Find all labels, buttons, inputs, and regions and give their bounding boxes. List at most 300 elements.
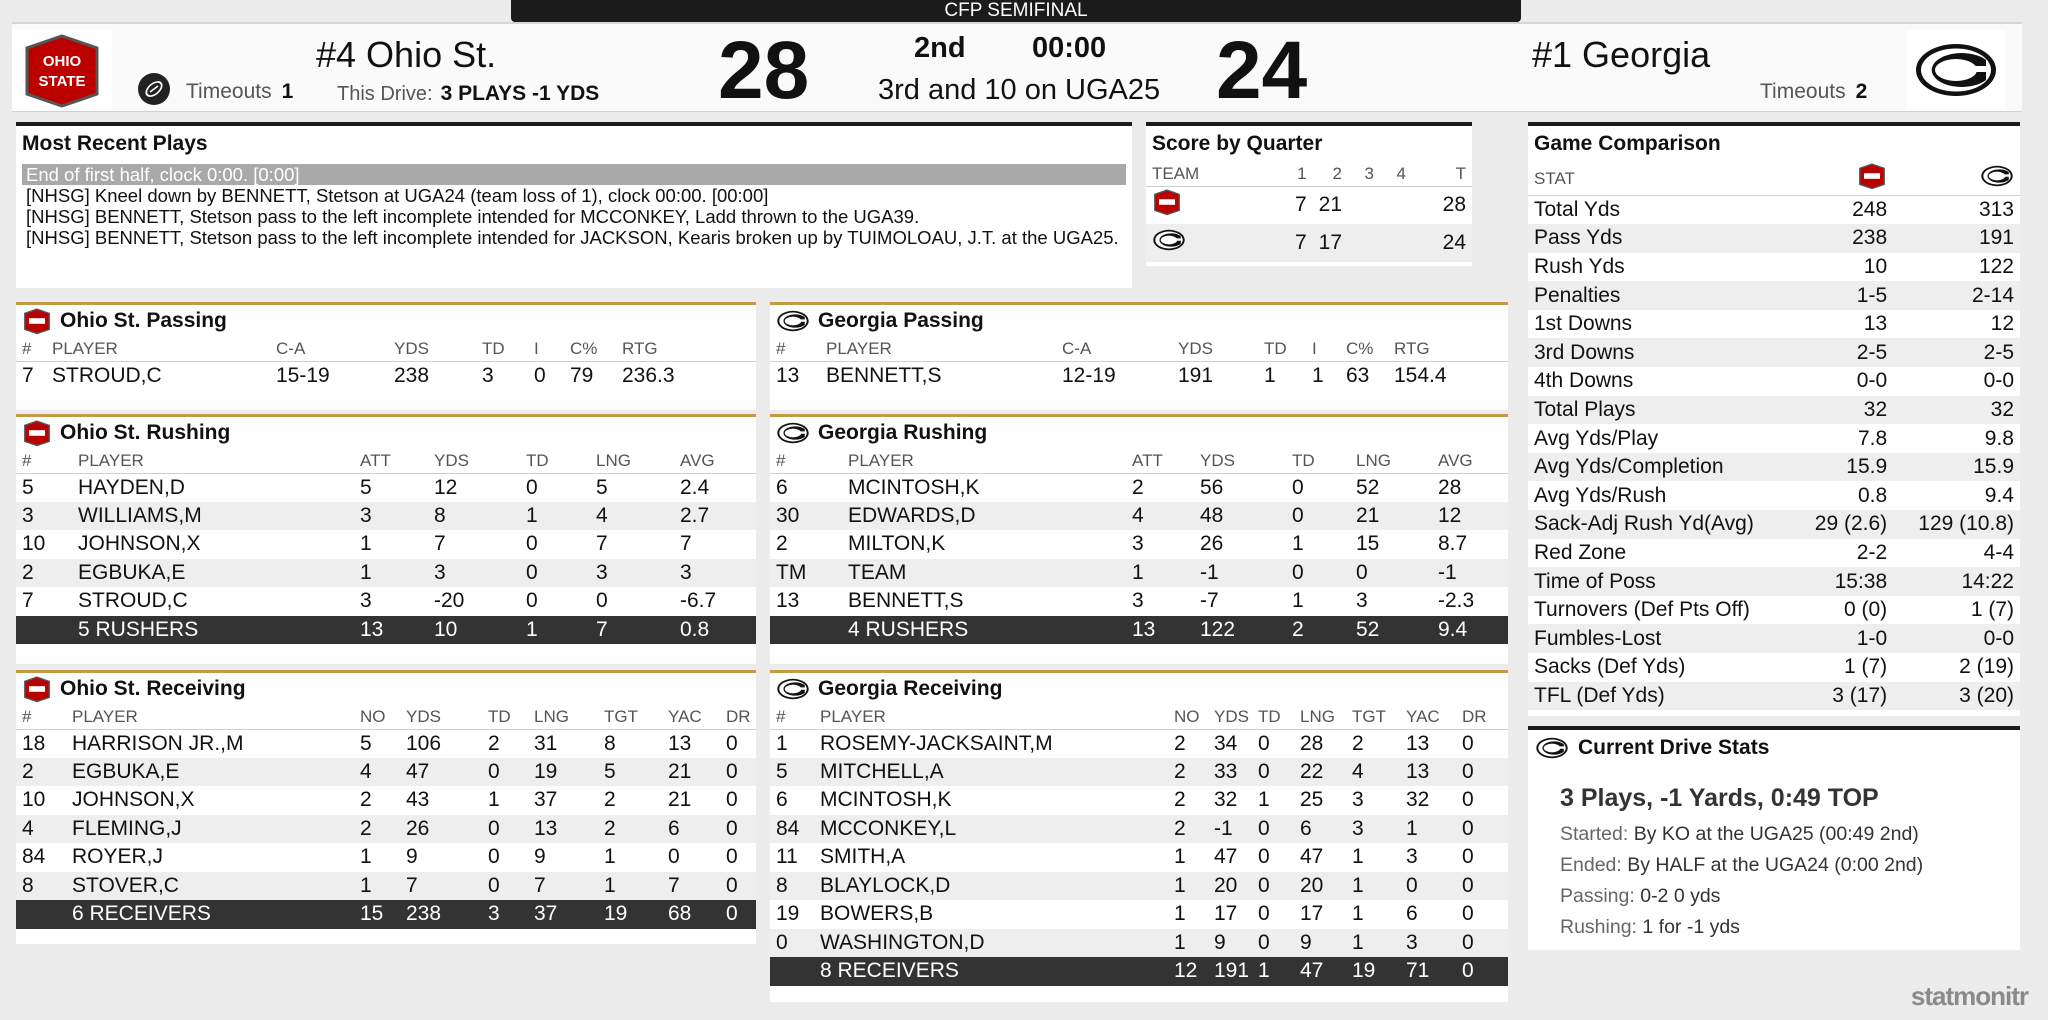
table-header-row	[770, 337, 1508, 361]
total-row	[16, 900, 756, 929]
stat-label: Total Yds	[1534, 198, 1620, 222]
total-cell: 1	[1252, 957, 1294, 986]
stat-value: 4-4	[1983, 540, 2014, 564]
score-header-cell: 1	[1281, 162, 1313, 186]
uga-receiving-panel	[770, 670, 1508, 1002]
table-cell: HARRISON JR.,M	[72, 731, 244, 755]
table-cell: 47	[1214, 845, 1238, 869]
total-cell: 122	[1194, 616, 1286, 645]
table-cell: 2	[604, 788, 616, 812]
table-cell: 2.4	[680, 475, 710, 499]
table-cell: 0	[1456, 929, 1508, 958]
column-header: YDS	[1172, 337, 1258, 361]
table-cell: 0	[1350, 559, 1432, 588]
osu-passing-panel	[16, 302, 756, 410]
column-header: NO	[354, 705, 400, 729]
table-row[interactable]	[770, 502, 1508, 531]
table-cell: ROSEMY-JACKSAINT,M	[820, 731, 1053, 755]
column-header: TD	[520, 449, 590, 473]
table-cell: STROUD,C	[78, 589, 188, 613]
table-cell: 1	[1292, 532, 1304, 556]
stat-value: 3 (20)	[1893, 682, 2020, 711]
game-clock: 00:00	[1032, 32, 1107, 64]
column-header: C-A	[270, 337, 388, 361]
total-cell: 191	[1208, 957, 1252, 986]
table-cell: 7	[662, 872, 720, 901]
column-header: LNG	[528, 705, 598, 729]
table-cell: 30	[770, 502, 842, 531]
table-cell: 1	[604, 845, 616, 869]
table-cell: 2	[776, 532, 788, 556]
table-cell: 0	[1252, 815, 1294, 844]
table-cell: 7	[22, 363, 34, 387]
ohio-state-mini-logo	[1146, 186, 1281, 224]
stat-value: 32	[1893, 396, 2020, 425]
osu-receiving-panel	[16, 670, 756, 944]
table-row[interactable]	[16, 502, 756, 531]
table-cell: 0	[1286, 559, 1350, 588]
team-logo-icon	[776, 422, 810, 444]
stat-value: 32	[1794, 396, 1893, 425]
stat-label: Sacks (Def Yds)	[1534, 655, 1686, 679]
table-cell: 2	[598, 815, 662, 844]
table-row[interactable]	[16, 758, 756, 787]
table-cell: 154.4	[1394, 363, 1447, 387]
total-cell: 0	[720, 900, 756, 929]
table-cell: 12-19	[1062, 363, 1116, 387]
table-row[interactable]	[770, 587, 1508, 616]
table-row[interactable]	[770, 758, 1508, 787]
stat-value: 238	[1794, 224, 1893, 253]
comparison-row	[1528, 624, 2020, 653]
table-cell: -2.3	[1438, 589, 1475, 613]
column-header: LNG	[1350, 449, 1432, 473]
ohio-state-column-logo	[1794, 162, 1893, 196]
stat-value: 15.9	[1794, 453, 1893, 482]
table-cell: 84	[770, 815, 814, 844]
total-row	[770, 616, 1508, 645]
table-cell: 79	[570, 363, 594, 387]
column-header: YDS	[388, 337, 476, 361]
table-cell: 13	[1406, 731, 1430, 755]
drive-started: Started: By KO at the UGA25 (00:49 2nd)	[1560, 823, 1919, 845]
total-cell: 15	[354, 900, 400, 929]
stat-header: STAT	[1528, 162, 1794, 196]
game-comparison-title: Game Comparison	[1534, 132, 1721, 155]
play-item[interactable]: End of first half, clock 0:00. [0:00]	[22, 164, 1126, 185]
stat-value: 191	[1893, 224, 2020, 253]
stat-value: 129 (10.8)	[1893, 510, 2020, 539]
table-row[interactable]	[770, 815, 1508, 844]
table-cell: 13	[528, 815, 598, 844]
event-title: CFP SEMIFINAL	[511, 0, 1521, 22]
ohio-state-logo-icon	[1152, 188, 1182, 216]
table-cell: 0	[1456, 815, 1508, 844]
comparison-row	[1528, 367, 2020, 396]
team-logo-icon	[22, 675, 52, 703]
table-cell: 8	[16, 872, 66, 901]
score-header-cell: 3	[1348, 162, 1380, 186]
column-header: YDS	[400, 705, 482, 729]
table-cell: 17	[1214, 902, 1238, 926]
table-cell: 0	[770, 929, 814, 958]
home-score: 28	[718, 25, 810, 116]
total-cell: 10	[428, 616, 520, 645]
table-cell: 0	[520, 559, 590, 588]
table-cell: 4	[1346, 758, 1400, 787]
table-row[interactable]	[16, 786, 756, 815]
table-cell: 11	[776, 845, 798, 869]
total-cell: 5 RUSHERS	[72, 616, 354, 645]
stat-label: Avg Yds/Completion	[1528, 453, 1794, 482]
table-cell: 2	[360, 788, 372, 812]
table-cell: 1	[1258, 788, 1270, 812]
table-cell: 7	[22, 589, 34, 613]
table-row[interactable]	[770, 361, 1508, 390]
table-cell: 9	[534, 845, 546, 869]
osu-rushing-panel	[16, 414, 756, 664]
stat-value: 2-5	[1893, 338, 2020, 367]
column-header: I	[528, 337, 564, 361]
column-header: YAC	[1400, 705, 1456, 729]
table-row[interactable]	[16, 587, 756, 616]
table-cell: 6	[776, 788, 788, 812]
uga_receiving-title: Georgia Receiving	[770, 673, 1508, 705]
table-cell: 0	[1462, 731, 1474, 755]
table-row[interactable]	[770, 530, 1508, 559]
table-cell: 106	[406, 731, 442, 755]
table-cell: 19	[776, 902, 800, 926]
possession-football-icon	[136, 72, 172, 111]
comparison-row	[1528, 196, 2020, 225]
comparison-row	[1528, 510, 2020, 539]
quarter-score: 17	[1313, 224, 1348, 262]
georgia-mini-logo	[1146, 224, 1281, 262]
table-cell: 1	[1352, 845, 1364, 869]
table-cell: 6	[1294, 815, 1346, 844]
total-cell: 3	[482, 900, 528, 929]
table-cell: FLEMING,J	[66, 815, 354, 844]
table-cell: -1	[1432, 559, 1508, 588]
table-cell: HAYDEN,D	[78, 475, 185, 499]
column-header: TGT	[1346, 705, 1400, 729]
total-cell: 8 RECEIVERS	[814, 957, 1168, 986]
table-cell: 1	[1346, 872, 1400, 901]
column-header: YDS	[1208, 705, 1252, 729]
table-cell: 2	[1168, 815, 1208, 844]
recent-plays-panel	[16, 122, 1132, 288]
table-cell: 3	[1346, 815, 1400, 844]
table-cell: 1	[1352, 902, 1364, 926]
table-cell: 56	[1200, 475, 1224, 499]
table-cell: 19	[528, 758, 598, 787]
home-team-name: #4 Ohio St.	[316, 34, 497, 75]
table-cell: 7	[680, 532, 692, 556]
table-cell: 5	[770, 758, 814, 787]
table-cell: -6.7	[680, 589, 717, 613]
table-cell: 6	[1406, 902, 1418, 926]
table-cell: 5	[596, 475, 608, 499]
table-cell: 3	[16, 502, 72, 531]
stat-value: 2-2	[1856, 540, 1888, 564]
table-cell: 1	[520, 502, 590, 531]
total-cell	[16, 900, 66, 929]
play-item[interactable]: [NHSG] Kneel down by BENNETT, Stetson at UGA24 (team loss of 1), clock 00:00. [00:00]	[26, 185, 769, 206]
table-cell: 0	[482, 758, 528, 787]
table-row[interactable]	[770, 786, 1508, 815]
total-cell: 7	[590, 616, 674, 645]
stat-label: Pass Yds	[1528, 224, 1794, 253]
stat-value: 248	[1852, 198, 1888, 222]
drive-summary: 3 Plays, -1 Yards, 0:49 TOP	[1560, 784, 1879, 812]
total-cell: 68	[662, 900, 720, 929]
table-row[interactable]	[770, 473, 1508, 502]
stat-value: 0 (0)	[1843, 598, 1888, 622]
table-row[interactable]	[16, 361, 756, 390]
table-row[interactable]	[16, 843, 756, 872]
table-cell: 17	[1300, 902, 1324, 926]
total-cell: 2	[1286, 616, 1350, 645]
table-cell: TEAM	[842, 559, 1126, 588]
column-header: PLAYER	[814, 705, 1168, 729]
score-header-row	[1146, 162, 1472, 186]
table-cell: 0	[726, 731, 738, 755]
table-cell: 1	[354, 872, 400, 901]
total-cell	[770, 616, 842, 645]
table-cell: 5	[360, 475, 372, 499]
table-cell: 4	[1126, 502, 1194, 531]
table-cell: 1	[1346, 929, 1400, 958]
table-cell: 84	[22, 845, 46, 869]
table-cell: 47	[1300, 845, 1324, 869]
quarter-score: 21	[1318, 193, 1342, 217]
table-cell: 2	[16, 559, 72, 588]
table-cell: 6	[776, 475, 788, 499]
table-header-row	[16, 705, 756, 729]
total-cell: 13	[1126, 616, 1194, 645]
stat-label: Sack-Adj Rush Yd(Avg)	[1528, 510, 1794, 539]
column-header: C-A	[1056, 337, 1172, 361]
comparison-row	[1528, 596, 2020, 625]
table-cell: 7	[400, 872, 482, 901]
team-logo-icon	[776, 678, 810, 700]
table-cell: 0	[534, 363, 546, 387]
table-cell: 8.7	[1438, 532, 1468, 556]
current-drive-title: Current Drive Stats	[1528, 730, 2020, 766]
total-cell: 19	[1346, 957, 1400, 986]
table-cell: BENNETT,S	[848, 589, 964, 613]
table-cell: 1	[354, 559, 428, 588]
table-cell: 9	[1294, 929, 1346, 958]
stat-label: 4th Downs	[1534, 369, 1634, 393]
table-cell: 43	[406, 788, 430, 812]
table-row[interactable]	[16, 559, 756, 588]
game-comparison-panel	[1528, 122, 2020, 716]
table-cell: 32	[1406, 788, 1430, 812]
table-cell: SMITH,A	[820, 845, 906, 869]
play-item[interactable]: [NHSG] BENNETT, Stetson pass to the left incomplete intended for JACKSON, Kearis broken up by TUIMOLOAU, J.T. at the UGA25.	[26, 227, 1119, 248]
table-cell: 0	[720, 872, 756, 901]
table-cell: 13	[776, 363, 800, 387]
column-header: #	[16, 705, 66, 729]
table-cell: WILLIAMS,M	[72, 502, 354, 531]
stat-value: 0-0	[1856, 369, 1888, 393]
table-cell: 3	[674, 559, 756, 588]
column-header: #	[770, 449, 842, 473]
table-cell: 33	[1208, 758, 1252, 787]
table-cell: 25	[1300, 788, 1324, 812]
table-row[interactable]	[770, 729, 1508, 758]
recent-plays-title: Most Recent Plays	[22, 132, 208, 155]
uga_passing-table	[770, 337, 1508, 390]
table-cell: 8	[770, 872, 814, 901]
table-cell: 5	[598, 758, 662, 787]
away-timeouts: Timeouts 2	[1760, 80, 1868, 103]
score-header-cell: 4	[1380, 162, 1412, 186]
comparison-row	[1528, 567, 2020, 596]
georgia-logo	[1906, 30, 2006, 110]
osu_receiving-title: Ohio St. Receiving	[16, 673, 756, 705]
table-cell: 0	[1258, 845, 1270, 869]
comparison-row	[1528, 281, 2020, 310]
column-header: YAC	[662, 705, 720, 729]
quarter-score: 7	[1281, 224, 1313, 262]
table-cell: 21	[1350, 502, 1432, 531]
comparison-row	[1528, 396, 2020, 425]
stat-value: 9.4	[1984, 483, 2014, 507]
score-by-quarter-table	[1146, 162, 1472, 262]
total-cell: 37	[528, 900, 598, 929]
total-cell: 0.8	[674, 616, 756, 645]
this-drive: This Drive: 3 PLAYS -1 YDS	[337, 82, 600, 105]
stat-label: Total Plays	[1528, 396, 1794, 425]
table-cell: 0	[526, 589, 538, 613]
svg-text:OHIO: OHIO	[42, 53, 82, 70]
table-cell: 20	[1208, 872, 1252, 901]
team-logo-icon	[22, 419, 52, 447]
table-cell: 15	[1356, 532, 1380, 556]
table-cell: 31	[534, 731, 558, 755]
table-cell: 236.3	[622, 363, 675, 387]
uga_passing-title: Georgia Passing	[770, 305, 1508, 337]
stat-value: 1 (7)	[1970, 598, 2014, 622]
total-cell: 4 RUSHERS	[842, 616, 1126, 645]
table-row[interactable]	[770, 929, 1508, 958]
stat-value: 2-5	[1794, 338, 1893, 367]
comparison-row	[1528, 224, 2020, 253]
stat-value: 3 (17)	[1794, 682, 1893, 711]
column-header: LNG	[1294, 705, 1346, 729]
quarter-score	[1348, 186, 1380, 224]
table-cell: 3	[1406, 845, 1418, 869]
table-cell: 10	[22, 788, 46, 812]
table-cell: 2	[1352, 731, 1364, 755]
game-comparison-table	[1528, 162, 2020, 710]
total-cell: 0	[1456, 957, 1508, 986]
table-row[interactable]	[770, 900, 1508, 929]
table-row[interactable]	[16, 872, 756, 901]
table-cell: 47	[400, 758, 482, 787]
table-cell: 28	[1300, 731, 1324, 755]
table-cell: 0	[668, 845, 680, 869]
table-cell: 8	[428, 502, 520, 531]
table-cell: -7	[1200, 589, 1219, 613]
table-cell: 1	[1126, 559, 1194, 588]
column-header: AVG	[1432, 449, 1508, 473]
table-cell: 0	[482, 872, 528, 901]
table-cell: BOWERS,B	[820, 902, 934, 926]
drive-ended: Ended: By HALF at the UGA24 (0:00 2nd)	[1560, 854, 1924, 876]
column-header: YDS	[428, 449, 520, 473]
stat-value: 2 (19)	[1959, 655, 2014, 679]
column-header: RTG	[1388, 337, 1508, 361]
table-row[interactable]	[16, 530, 756, 559]
table-cell: 0	[1462, 845, 1474, 869]
table-row[interactable]	[16, 473, 756, 502]
total-cell: 9.4	[1432, 616, 1508, 645]
play-item[interactable]: [NHSG] BENNETT, Stetson pass to the left incomplete intended for MCCONKEY, Ladd thrown to the UGA39.	[26, 206, 920, 227]
column-header: AVG	[674, 449, 756, 473]
table-cell: 26	[1200, 532, 1224, 556]
table-cell: 13	[668, 731, 692, 755]
stat-value: 2-14	[1893, 281, 2020, 310]
table-cell: 3	[428, 559, 520, 588]
team-logo-icon	[776, 310, 810, 332]
table-row[interactable]	[770, 872, 1508, 901]
stat-value: 0.8	[1857, 483, 1888, 507]
table-row[interactable]	[770, 843, 1508, 872]
table-cell: MITCHELL,A	[814, 758, 1168, 787]
table-cell: 0	[726, 788, 738, 812]
total-cell: 13	[354, 616, 428, 645]
column-header: #	[770, 705, 814, 729]
stat-label: Rush Yds	[1534, 254, 1625, 278]
stat-value: 13	[1863, 312, 1888, 336]
table-cell: 63	[1346, 363, 1370, 387]
comparison-row	[1528, 453, 2020, 482]
table-cell: 0	[482, 815, 528, 844]
table-cell: 3	[590, 559, 674, 588]
column-header: DR	[720, 705, 756, 729]
comparison-row	[1528, 253, 2020, 282]
table-cell: 1	[1264, 363, 1276, 387]
table-cell: 0	[1252, 929, 1294, 958]
table-cell: MCCONKEY,L	[814, 815, 1168, 844]
table-cell: 0	[720, 815, 756, 844]
comparison-row	[1528, 481, 2020, 510]
table-cell: 0	[1258, 731, 1270, 755]
table-cell: 12	[1432, 502, 1508, 531]
table-cell: 4	[16, 815, 66, 844]
uga_receiving-table	[770, 705, 1508, 986]
table-cell: 15-19	[276, 363, 330, 387]
table-row[interactable]	[770, 559, 1508, 588]
table-row[interactable]	[16, 729, 756, 758]
table-cell: 21	[662, 758, 720, 787]
stat-value: 12	[1990, 312, 2014, 336]
table-row[interactable]	[16, 815, 756, 844]
table-cell: 1	[1312, 363, 1324, 387]
total-cell: 238	[400, 900, 482, 929]
table-cell: 0	[1286, 502, 1350, 531]
stat-label: Time of Poss	[1528, 567, 1794, 596]
stat-value: 9.8	[1984, 426, 2014, 450]
table-cell: 8	[604, 731, 616, 755]
column-header: ATT	[1126, 449, 1194, 473]
stat-label: Avg Yds/Play	[1534, 426, 1659, 450]
stat-value: 14:22	[1893, 567, 2020, 596]
column-header: TD	[1258, 337, 1306, 361]
